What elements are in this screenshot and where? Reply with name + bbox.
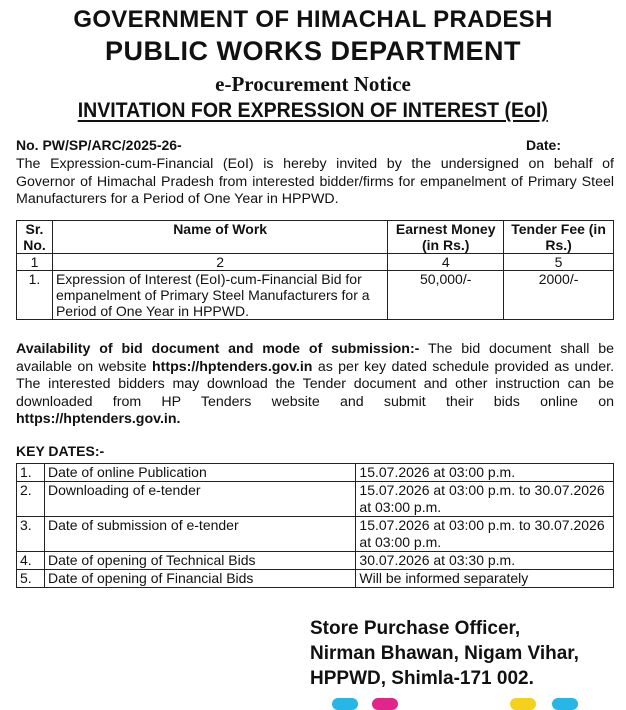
key-event-cell: Date of opening of Technical Bids xyxy=(44,552,355,570)
signature-title: Store Purchase Officer, xyxy=(310,618,521,639)
key-date-cell: 15.07.2026 at 03:00 p.m. to 30.07.2026 at 03:00 p.m. xyxy=(356,517,614,552)
tender-website-link-2[interactable]: https://hptenders.gov.in. xyxy=(16,411,181,427)
government-heading: GOVERNMENT OF HIMACHAL PRADESH xyxy=(73,6,553,33)
table-row xyxy=(17,464,614,482)
department-heading: PUBLIC WORKS DEPARTMENT xyxy=(105,36,521,66)
notice-type: e-Procurement Notice xyxy=(215,72,411,96)
table-index-row xyxy=(17,254,614,271)
key-date-cell: 30.07.2026 at 03:30 p.m. xyxy=(356,552,614,570)
table-row xyxy=(17,482,614,517)
key-sr-cell: 1. xyxy=(17,464,45,482)
reference-number: No. PW/SP/ARC/2025-26- xyxy=(16,137,182,153)
key-date-cell: Will be informed separately xyxy=(356,570,614,588)
date-label: Date: xyxy=(526,137,562,153)
header-sr-no: Sr. No. xyxy=(17,221,53,254)
key-event-cell: Date of submission of e-tender xyxy=(44,517,355,552)
signature-address-2: HPPWD, Shimla-171 002. xyxy=(310,668,534,689)
key-dates-heading: KEY DATES:- xyxy=(16,443,105,459)
index-cell: 5 xyxy=(504,254,614,271)
availability-text-1: The bid document shall be available on website xyxy=(16,341,614,375)
index-cell: 2 xyxy=(52,254,387,271)
key-sr-cell: 2. xyxy=(17,482,45,517)
header-name-of-work: Name of Work xyxy=(52,221,387,254)
key-date-cell: 15.07.2026 at 03:00 p.m. xyxy=(356,464,614,482)
tender-fee-cell: 2000/- xyxy=(504,271,614,320)
index-cell: 4 xyxy=(388,254,504,271)
key-dates-table xyxy=(16,463,614,588)
decorative-dot xyxy=(372,698,398,710)
header-earnest-money: Earnest Money (in Rs.) xyxy=(388,221,504,254)
key-event-cell: Date of online Publication xyxy=(44,464,355,482)
notice-title-text: INVITATION FOR EXPRESSION OF INTEREST (EoI) xyxy=(77,99,549,122)
table-header-row xyxy=(17,221,614,254)
work-name-cell: Expression of Interest (EoI)-cum-Financial Bid for empanelment of Primary Steel Manufacturers for a Period of One Year in HPPWD. xyxy=(52,271,387,320)
signature-address-1: Nirman Bhawan, Nigam Vihar, xyxy=(310,643,579,664)
decorative-dot xyxy=(552,698,578,710)
sr-no-cell: 1. xyxy=(17,271,53,320)
index-cell: 1 xyxy=(17,254,53,271)
key-sr-cell: 4. xyxy=(17,552,45,570)
decorative-dot xyxy=(332,698,358,710)
earnest-money-cell: 50,000/- xyxy=(388,271,504,320)
key-event-cell: Downloading of e-tender xyxy=(44,482,355,517)
decorative-dot xyxy=(510,698,536,710)
availability-heading: Availability of bid document and mode of submission:- xyxy=(16,341,420,357)
availability-paragraph xyxy=(16,341,614,429)
table-row xyxy=(17,552,614,570)
notice-title xyxy=(0,99,626,123)
table-row xyxy=(17,570,614,588)
work-table xyxy=(16,220,614,320)
table-row xyxy=(17,517,614,552)
key-sr-cell: 5. xyxy=(17,570,45,588)
tender-website-link[interactable]: https://hptenders.gov.in xyxy=(151,358,313,375)
key-date-cell: 15.07.2026 at 03:00 p.m. to 30.07.2026 at 03:00 p.m. xyxy=(356,482,614,517)
key-sr-cell: 3. xyxy=(17,517,45,552)
key-event-cell: Date of opening of Financial Bids xyxy=(44,570,355,588)
header-tender-fee: Tender Fee (in Rs.) xyxy=(504,221,614,254)
intro-paragraph: The Expression-cum-Financial (EoI) is hereby invited by the undersigned on behalf of Governor of Himachal Pradesh from interested bidder/firms for empanelment of Primary Steel Manufacturers for a Period of One Year in HPPWD. xyxy=(16,156,614,207)
table-row xyxy=(17,271,614,320)
availability-text-2: as per key dated schedule provided as under. The interested bidders may download the Tender document and other instruction can be downloaded from HP Tenders website and submit their bids online on xyxy=(16,358,615,410)
